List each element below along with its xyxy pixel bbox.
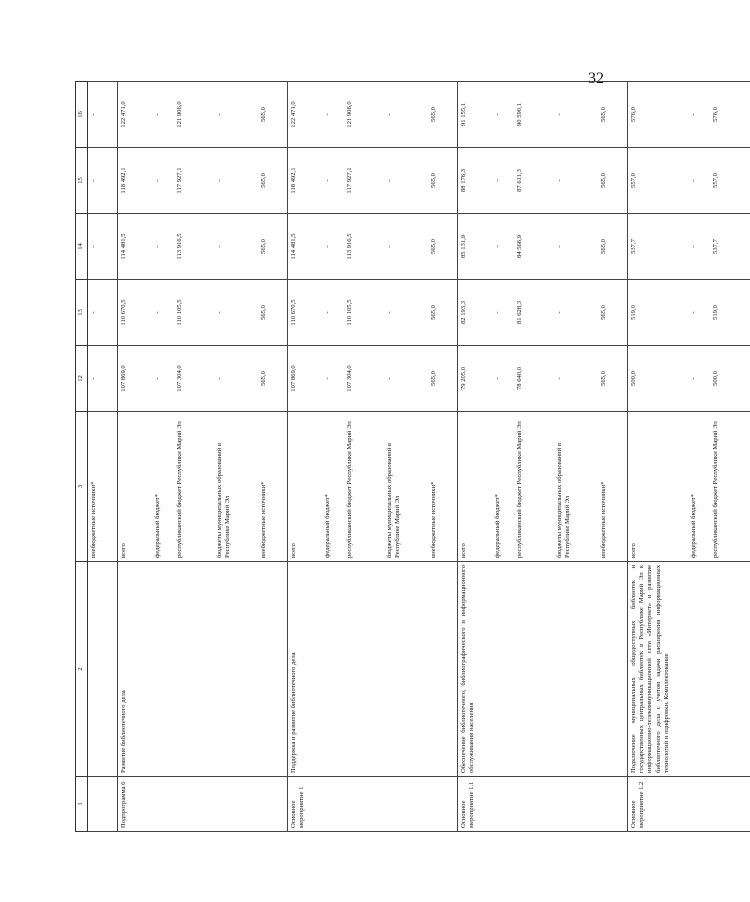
value-cell-col15: 118 492,1: [118, 148, 152, 214]
value-cell-col13: 82 193,3: [458, 280, 492, 346]
value-cell-col15: -: [322, 148, 344, 214]
value-cell-col14: 537,7: [710, 214, 750, 280]
program-name-cell: [598, 562, 628, 777]
value-cell-col16: -: [384, 82, 428, 148]
funding-source-cell: всего: [118, 412, 152, 562]
column-header: 12: [76, 346, 88, 412]
program-name-cell: [214, 562, 258, 777]
value-cell-col13: 110 105,5: [174, 280, 214, 346]
value-cell-col13: 519,0: [710, 280, 750, 346]
value-cell-col15: 117 927,1: [344, 148, 384, 214]
value-cell-col12: 500,0: [628, 346, 688, 412]
program-label-cell: Основное мероприятие 1: [288, 777, 322, 832]
value-cell-col14: 565,0: [598, 214, 628, 280]
value-cell-col16: 122 471,0: [118, 82, 152, 148]
value-cell-col12: -: [152, 346, 174, 412]
table-row: [174, 82, 214, 832]
table-row: [598, 82, 628, 832]
value-cell-col13: -: [88, 280, 118, 346]
funding-source-cell: федеральный бюджет*: [152, 412, 174, 562]
program-name-cell: [258, 562, 288, 777]
funding-source-cell: республиканский бюджет Республики Марий Эл: [514, 412, 554, 562]
value-cell-col12: 565,0: [428, 346, 458, 412]
value-cell-col12: -: [322, 346, 344, 412]
value-cell-col13: 565,0: [598, 280, 628, 346]
value-cell-col14: 565,0: [258, 214, 288, 280]
value-cell-col16: 121 906,0: [344, 82, 384, 148]
funding-source-cell: внебюджетные источники*: [88, 412, 118, 562]
value-cell-col14: -: [492, 214, 514, 280]
funding-source-cell: всего: [628, 412, 688, 562]
value-cell-col12: -: [688, 346, 710, 412]
value-cell-col16: -: [322, 82, 344, 148]
value-cell-col12: 565,0: [258, 346, 288, 412]
value-cell-col13: 110 670,5: [288, 280, 322, 346]
value-cell-col13: 81 628,3: [514, 280, 554, 346]
funding-source-cell: федеральный бюджет*: [688, 412, 710, 562]
program-label-cell: [344, 777, 384, 832]
value-cell-col14: -: [554, 214, 598, 280]
value-cell-col15: -: [214, 148, 258, 214]
value-cell-col13: -: [214, 280, 258, 346]
funding-source-cell: федеральный бюджет*: [322, 412, 344, 562]
value-cell-col15: 557,0: [628, 148, 688, 214]
value-cell-col16: -: [554, 82, 598, 148]
table-row: [288, 82, 322, 832]
value-cell-col15: 87 611,3: [514, 148, 554, 214]
program-name-cell: Подключение муниципальных общедоступных библиотек и государственных центральных библиотек в Республике Марий Эл к информационно-телекоммуникационной сети «Интернет» и развитие библиотечного дела с учетом задачи расширения информационных технологий и оцифровки. Комплектование: [628, 562, 688, 777]
value-cell-col15: 565,0: [428, 148, 458, 214]
value-cell-col13: -: [554, 280, 598, 346]
funding-source-cell: внебюджетные источники*: [598, 412, 628, 562]
value-cell-col15: 557,0: [710, 148, 750, 214]
value-cell-col16: -: [214, 82, 258, 148]
program-label-cell: [598, 777, 628, 832]
value-cell-col16: 576,0: [710, 82, 750, 148]
table-row: [710, 82, 750, 832]
program-name-cell: [554, 562, 598, 777]
table-row: [514, 82, 554, 832]
page-number: 32: [588, 70, 604, 87]
value-cell-col13: 519,0: [628, 280, 688, 346]
value-cell-col12: 107 304,0: [344, 346, 384, 412]
value-cell-col13: -: [492, 280, 514, 346]
table-row: [88, 82, 118, 832]
value-cell-col13: 565,0: [258, 280, 288, 346]
program-name-cell: [88, 562, 118, 777]
value-cell-col14: -: [88, 214, 118, 280]
column-header: 2: [76, 562, 88, 777]
value-cell-col15: 88 176,3: [458, 148, 492, 214]
table-row: [628, 82, 688, 832]
value-cell-col15: -: [88, 148, 118, 214]
funding-source-cell: республиканский бюджет Республики Марий Эл: [344, 412, 384, 562]
value-cell-col16: 90 590,1: [514, 82, 554, 148]
column-header: 15: [76, 148, 88, 214]
value-cell-col16: 565,0: [258, 82, 288, 148]
program-label-cell: [514, 777, 554, 832]
table-row: [118, 82, 152, 832]
table-row: [322, 82, 344, 832]
value-cell-col12: 500,0: [710, 346, 750, 412]
funding-source-cell: всего: [458, 412, 492, 562]
value-cell-col14: 113 916,5: [174, 214, 214, 280]
value-cell-col16: 565,0: [598, 82, 628, 148]
value-cell-col13: 565,0: [428, 280, 458, 346]
value-cell-col15: -: [492, 148, 514, 214]
funding-source-cell: всего: [288, 412, 322, 562]
program-name-cell: Развитие библиотечного дела: [118, 562, 152, 777]
value-cell-col13: -: [384, 280, 428, 346]
table-row: [688, 82, 710, 832]
value-cell-col16: -: [88, 82, 118, 148]
value-cell-col13: -: [322, 280, 344, 346]
program-label-cell: Основное мероприятие 1.2: [628, 777, 688, 832]
value-cell-col12: -: [384, 346, 428, 412]
program-label-cell: [174, 777, 214, 832]
value-cell-col15: 118 492,1: [288, 148, 322, 214]
value-cell-col12: 107 869,0: [118, 346, 152, 412]
value-cell-col13: -: [152, 280, 174, 346]
program-name-cell: Обеспечение библиотечного, библиографического и информационного обслуживания населения: [458, 562, 492, 777]
value-cell-col12: 565,0: [598, 346, 628, 412]
value-cell-col14: -: [322, 214, 344, 280]
value-cell-col15: -: [384, 148, 428, 214]
program-name-cell: [322, 562, 344, 777]
program-label-cell: Подпрограмма 6: [118, 777, 152, 832]
table-row: [384, 82, 428, 832]
program-label-cell: Основное мероприятие 1.1: [458, 777, 492, 832]
value-cell-col16: 121 906,0: [174, 82, 214, 148]
program-label-cell: [88, 777, 118, 832]
program-label-cell: [322, 777, 344, 832]
value-cell-col12: 107 869,0: [288, 346, 322, 412]
column-header: 13: [76, 280, 88, 346]
value-cell-col14: -: [152, 214, 174, 280]
program-label-cell: [258, 777, 288, 832]
table-row: [344, 82, 384, 832]
funding-source-cell: внебюджетные источники*: [428, 412, 458, 562]
value-cell-col12: -: [88, 346, 118, 412]
program-name-cell: [514, 562, 554, 777]
value-cell-col12: 107 304,0: [174, 346, 214, 412]
program-label-cell: [492, 777, 514, 832]
program-label-cell: [384, 777, 428, 832]
value-cell-col12: -: [214, 346, 258, 412]
value-cell-col16: 565,0: [428, 82, 458, 148]
table-row: [214, 82, 258, 832]
funding-source-cell: внебюджетные источники*: [258, 412, 288, 562]
program-name-cell: [174, 562, 214, 777]
funding-source-cell: республиканский бюджет Республики Марий Эл: [710, 412, 750, 562]
value-cell-col15: -: [152, 148, 174, 214]
value-cell-col12: -: [554, 346, 598, 412]
table-row: [258, 82, 288, 832]
value-cell-col14: 113 916,5: [344, 214, 384, 280]
value-cell-col14: 85 131,9: [458, 214, 492, 280]
value-cell-col14: 114 481,5: [288, 214, 322, 280]
program-label-cell: [554, 777, 598, 832]
value-cell-col15: 117 927,1: [174, 148, 214, 214]
program-name-cell: [492, 562, 514, 777]
table-header: [76, 82, 88, 832]
program-name-cell: Поддержка и развитие библиотечного дела: [288, 562, 322, 777]
value-cell-col16: -: [492, 82, 514, 148]
program-name-cell: [152, 562, 174, 777]
program-label-cell: [710, 777, 750, 832]
value-cell-col13: 110 670,5: [118, 280, 152, 346]
value-cell-col16: 91 155,1: [458, 82, 492, 148]
value-cell-col15: 565,0: [598, 148, 628, 214]
column-header: 1: [76, 777, 88, 832]
value-cell-col16: -: [688, 82, 710, 148]
program-name-cell: [428, 562, 458, 777]
value-cell-col12: -: [492, 346, 514, 412]
value-cell-col14: -: [384, 214, 428, 280]
rotated-table-container: [75, 82, 719, 832]
value-cell-col16: 576,0: [628, 82, 688, 148]
value-cell-col16: -: [152, 82, 174, 148]
value-cell-col14: 114 481,5: [118, 214, 152, 280]
table-row: [554, 82, 598, 832]
program-label-cell: [688, 777, 710, 832]
funding-source-cell: федеральный бюджет*: [492, 412, 514, 562]
program-name-cell: [384, 562, 428, 777]
program-label-cell: [152, 777, 174, 832]
table-row: [458, 82, 492, 832]
value-cell-col14: 537,7: [628, 214, 688, 280]
column-header: 3: [76, 412, 88, 562]
value-cell-col13: -: [688, 280, 710, 346]
table-row: [428, 82, 458, 832]
program-label-cell: [428, 777, 458, 832]
value-cell-col14: -: [214, 214, 258, 280]
program-name-cell: [344, 562, 384, 777]
funding-source-cell: бюджеты муниципальных образований в Республике Марий Эл: [214, 412, 258, 562]
budget-table: [75, 81, 750, 832]
value-cell-col14: 565,0: [428, 214, 458, 280]
column-header: 14: [76, 214, 88, 280]
program-name-cell: [710, 562, 750, 777]
funding-source-cell: бюджеты муниципальных образований в Республике Марий Эл: [384, 412, 428, 562]
funding-source-cell: республиканский бюджет Республики Марий Эл: [174, 412, 214, 562]
value-cell-col14: 84 566,9: [514, 214, 554, 280]
value-cell-col15: 565,0: [258, 148, 288, 214]
table-row: [492, 82, 514, 832]
table-row: [152, 82, 174, 832]
column-header: 16: [76, 82, 88, 148]
program-label-cell: [214, 777, 258, 832]
funding-source-cell: бюджеты муниципальных образований в Республике Марий Эл: [554, 412, 598, 562]
value-cell-col16: 122 471,0: [288, 82, 322, 148]
value-cell-col15: -: [554, 148, 598, 214]
table-body: [88, 82, 750, 832]
value-cell-col12: 78 640,0: [514, 346, 554, 412]
value-cell-col12: 79 205,0: [458, 346, 492, 412]
value-cell-col15: -: [688, 148, 710, 214]
value-cell-col14: -: [688, 214, 710, 280]
program-name-cell: [688, 562, 710, 777]
value-cell-col13: 110 105,5: [344, 280, 384, 346]
